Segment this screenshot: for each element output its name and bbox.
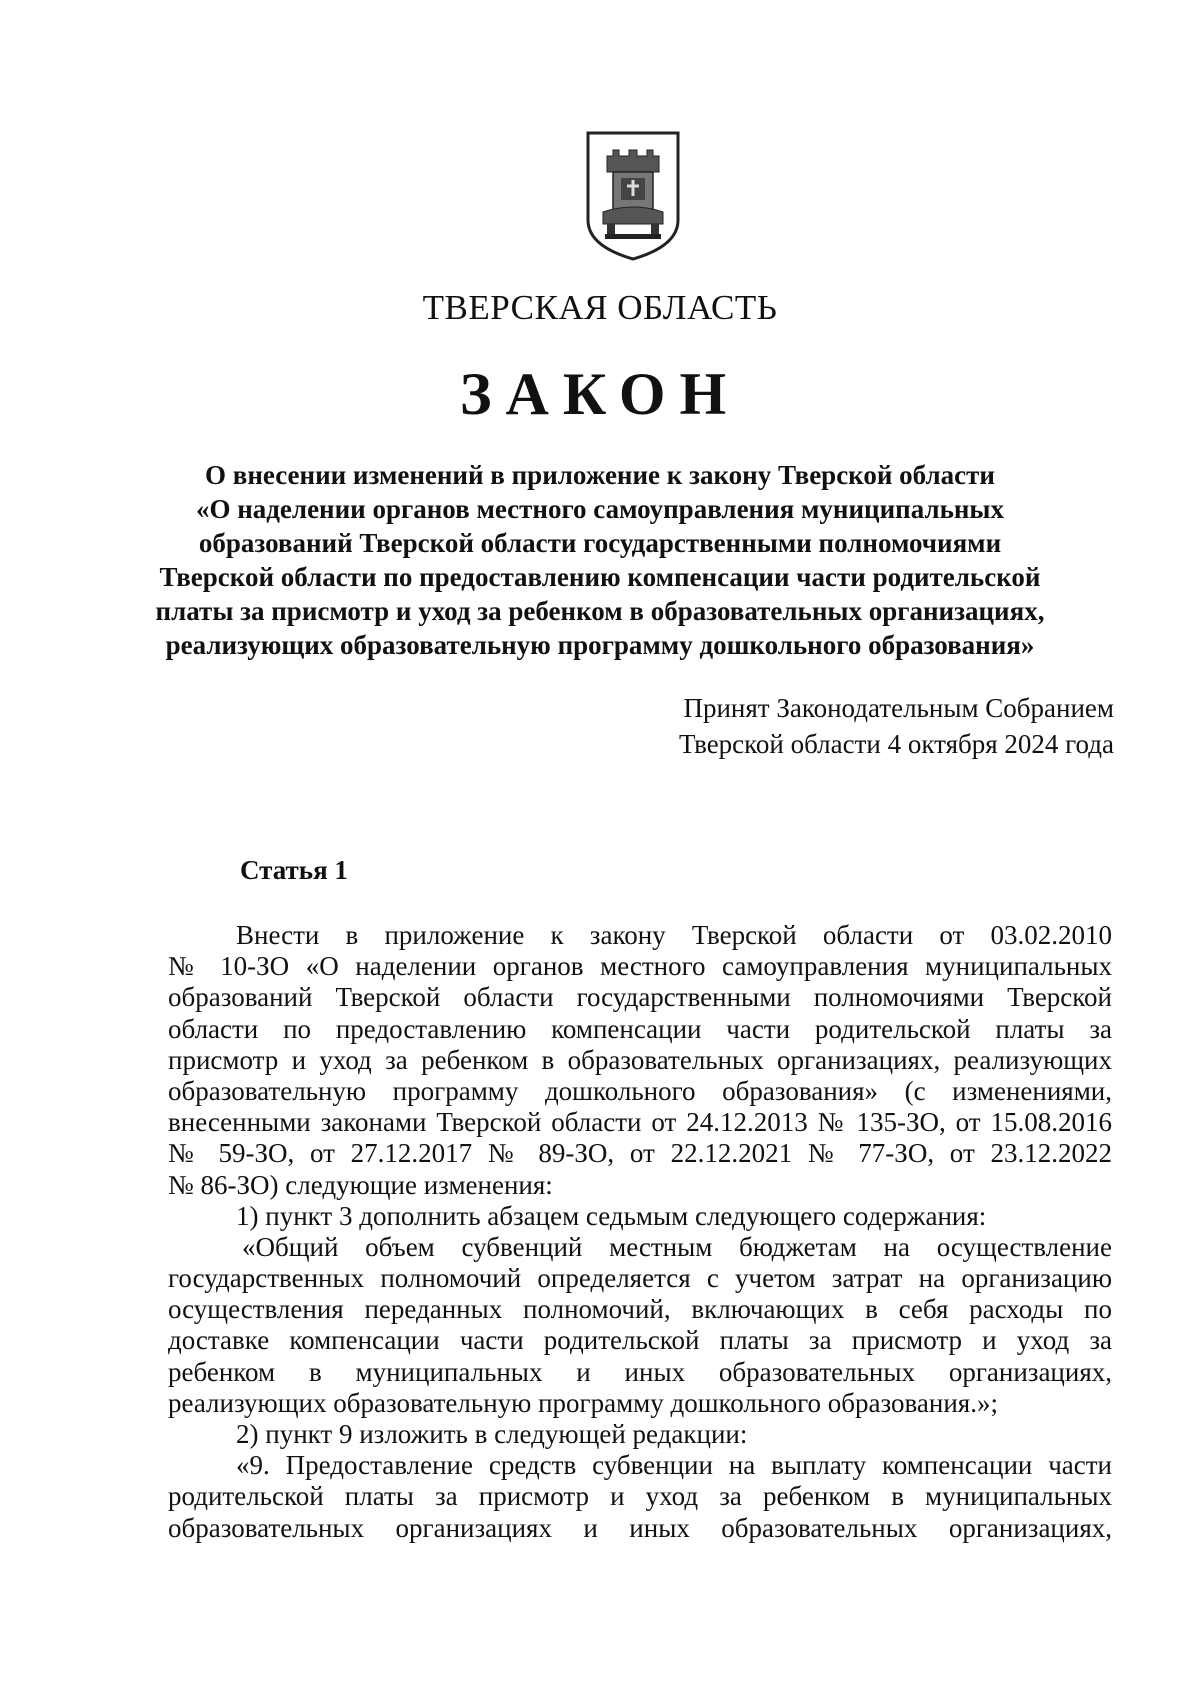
body-line: реализующих образовательную программу дошкольного образования.»; [168, 1387, 998, 1418]
body-line: ребенком в муниципальных и иных образовательных организациях, [168, 1356, 1112, 1387]
article-heading: Статья 1 [240, 855, 348, 885]
body-line: 1) пункт 3 дополнить абзацем седьмым следующего содержания: [236, 1200, 987, 1231]
document-type-title: ЗАКОН [459, 361, 741, 427]
adoption-line: Принят Законодательным Собранием [683, 693, 1114, 723]
body-line: государственных полномочий определяется с учетом затрат на организацию [168, 1263, 1112, 1294]
law-title-line: платы за присмотр и уход за ребенком в образовательных организациях, [155, 596, 1045, 626]
law-title-line: образований Тверской области государственными полномочиями [198, 528, 1002, 558]
coat-of-arms-emblem [583, 128, 683, 262]
body-line: 2) пункт 9 изложить в следующей редакции: [236, 1419, 748, 1449]
article-body [168, 920, 1112, 1544]
region-name: ТВЕРСКАЯ ОБЛАСТЬ [422, 288, 778, 327]
body-line: № 59-ЗО, от 27.12.2017 № 89-ЗО, от 22.12.2021 № 77-ЗО, от 23.12.2022 [168, 1138, 1112, 1169]
body-line: Внести в приложение к закону Тверской области от 03.02.2010 [236, 920, 1112, 950]
adoption-statement [679, 690, 1114, 762]
body-line: образований Тверской области государственными полномочиями Тверской [168, 982, 1112, 1013]
body-line: № 86-ЗО) следующие изменения: [168, 1169, 553, 1200]
body-line: «Общий объем субвенций местным бюджетам на осуществление [242, 1231, 1112, 1262]
law-title-line: О внесении изменений в приложение к закону Тверской области [205, 460, 995, 490]
law-title-line: «О наделении органов местного самоуправления муниципальных [195, 494, 1005, 524]
body-line: присмотр и уход за ребенком в образовательных организациях, реализующих [168, 1044, 1112, 1075]
body-line: осуществления переданных полномочий, включающих в себя расходы по [168, 1294, 1112, 1325]
body-line: доставке компенсации части родительской платы за присмотр и уход за [168, 1325, 1112, 1356]
law-title [140, 458, 1060, 662]
body-line: образовательных организациях и иных образовательных организациях, [168, 1512, 1112, 1543]
law-title-line: реализующих образовательную программу дошкольного образования» [165, 630, 1035, 660]
body-line: «9. Предоставление средств субвенции на выплату компенсации части [236, 1450, 1112, 1481]
law-title-line: Тверской области по предоставлению компенсации части родительской [159, 562, 1041, 592]
body-line: родительской платы за присмотр и уход за ребенком в муниципальных [168, 1481, 1112, 1512]
body-line: внесенными законами Тверской области от 24.12.2013 № 135-ЗО, от 15.08.2016 [168, 1107, 1112, 1138]
adoption-line: Тверской области 4 октября 2024 года [678, 729, 1114, 759]
body-line: области по предоставлению компенсации части родительской платы за [168, 1013, 1112, 1044]
body-line: образовательную программу дошкольного образования» (с изменениями, [168, 1075, 1112, 1106]
body-line: № 10-ЗО «О наделении органов местного самоуправления муниципальных [168, 951, 1112, 982]
